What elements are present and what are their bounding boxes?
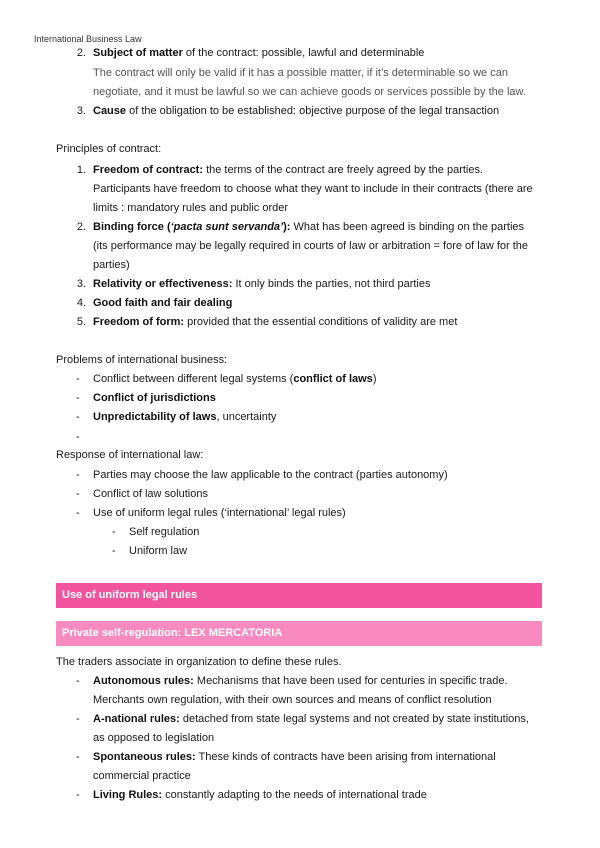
bullet-dash: - [112,526,116,538]
bullet-item: Parties may choose the law applicable to the contract (parties autonomy) [93,469,448,481]
bullet-item: A-national rules: detached from state legal systems and not created by state institutions, [93,713,529,725]
section-band-uniform-rules: Use of uniform legal rules [56,583,542,608]
bullet-item-cont: Merchants own regulation, with their own sources and means of conflict resolution [93,694,492,706]
bullet-dash: - [76,373,80,385]
bullet-item-cont: as opposed to legislation [93,732,215,744]
list-item-note: negotiate, and it must be lawful so we can achieve goods or services possible by the law. [93,86,526,98]
bullet-dash: - [76,507,80,519]
bullet-dash: - [76,488,80,500]
bullet-item: Conflict of jurisdictions [93,392,216,404]
sub-bullet-item: Uniform law [129,545,188,557]
list-number: 3. [76,278,86,290]
list-item: Subject of matter of the contract: possible, lawful and determinable [93,47,425,59]
list-number: 5. [76,316,86,328]
list-item: Freedom of contract: the terms of the contract are freely agreed by the parties. [93,164,484,176]
list-number: 2. [76,47,86,59]
list-number: 2. [76,221,86,233]
bullet-item: Conflict between different legal systems (conflict of laws) [93,373,377,385]
list-item: Cause of the obligation to be established: objective purpose of the legal transaction [93,105,500,117]
document-header: International Business Law [34,34,142,44]
bullet-dash: - [76,431,80,443]
bullet-dash: - [76,411,80,423]
section-heading: Response of international law: [56,449,204,461]
list-item-cont: limits : mandatory rules and public order [93,202,289,214]
bullet-dash: - [76,469,80,481]
bullet-dash: - [76,751,80,763]
bullet-item: Unpredictability of laws, uncertainty [93,411,277,423]
list-item: Freedom of form: provided that the essential conditions of validity are met [93,316,458,328]
list-item-cont: parties) [93,259,130,271]
section-heading: Problems of international business: [56,354,228,366]
bullet-item-cont: commercial practice [93,770,191,782]
bullet-dash: - [76,713,80,725]
bullet-item: Living Rules: constantly adapting to the needs of international trade [93,789,427,801]
bullet-dash: - [76,675,80,687]
list-number: 3. [76,105,86,117]
list-item: Good faith and fair dealing [93,297,233,309]
list-item-cont: Participants have freedom to choose what they want to include in their contracts (there are [93,183,533,195]
sub-bullet-item: Self regulation [129,526,200,538]
list-item: Binding force (‘pacta sunt servanda’): What has been agreed is binding on the parties [93,221,525,233]
paragraph: The traders associate in organization to define these rules. [56,656,342,668]
bullet-item: Use of uniform legal rules (‘international’ legal rules) [93,507,346,519]
bullet-item: Autonomous rules: Mechanisms that have been used for centuries in specific trade. [93,675,508,687]
list-number: 1. [76,164,86,176]
bullet-item: Conflict of law solutions [93,488,208,500]
list-item-note: The contract will only be valid if it has a possible matter, if it’s determinable so we can [93,67,508,79]
bullet-dash: - [112,545,116,557]
bullet-dash: - [76,392,80,404]
section-heading: Principles of contract: [56,143,162,155]
list-item-cont: (its performance may be legally required in courts of law or arbitration = fore of law for the [93,240,529,252]
bullet-item: Spontaneous rules: These kinds of contracts have been arising from international [93,751,496,763]
section-band-lex-mercatoria: Private self-regulation: LEX MERCATORIA [56,621,542,646]
bullet-dash: - [76,789,80,801]
list-item: Relativity or effectiveness: It only binds the parties, not third parties [93,278,431,290]
list-number: 4. [76,297,86,309]
